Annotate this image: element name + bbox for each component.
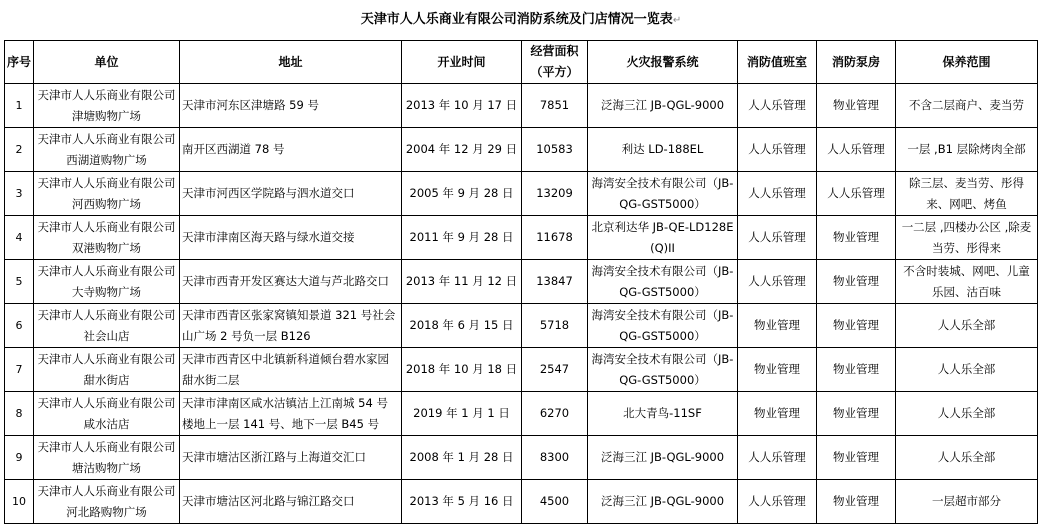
header-unit: 单位: [34, 41, 180, 84]
cell-seq: 8: [5, 392, 34, 436]
cell-maint-scope: 一层 ,B1 层除烤肉全部: [896, 128, 1038, 172]
cell-unit: 天津市人人乐商业有限公司河西购物广场: [34, 172, 180, 216]
cell-area: 7851: [522, 84, 588, 128]
cell-maint-scope: 人人乐全部: [896, 392, 1038, 436]
cell-duty-room: 人人乐管理: [738, 260, 817, 304]
table-row: [5, 128, 1038, 172]
header-pump-room: 消防泵房: [817, 41, 896, 84]
cell-duty-room: 人人乐管理: [738, 436, 817, 480]
cell-duty-room: 人人乐管理: [738, 480, 817, 524]
cell-alarm: 海湾安全技术有限公司（JB-QG-GST5000）: [588, 304, 738, 348]
header-seq: 序号: [5, 41, 34, 84]
cell-area: 13847: [522, 260, 588, 304]
cell-address: 天津市河东区津塘路 59 号: [180, 84, 402, 128]
table-row: [5, 392, 1038, 436]
cell-address: 天津市塘沽区浙江路与上海道交汇口: [180, 436, 402, 480]
header-alarm: 火灾报警系统: [588, 41, 738, 84]
cell-seq: 4: [5, 216, 34, 260]
header-row: [5, 41, 1038, 84]
cell-pump-room: 人人乐管理: [817, 172, 896, 216]
cell-maint-scope: 除三层、麦当劳、彤得来、网吧、烤鱼: [896, 172, 1038, 216]
cell-seq: 7: [5, 348, 34, 392]
cell-pump-room: 人人乐管理: [817, 128, 896, 172]
cell-maint-scope: 一层超市部分: [896, 480, 1038, 524]
cell-seq: 1: [5, 84, 34, 128]
cell-pump-room: 物业管理: [817, 392, 896, 436]
cell-open-date: 2005 年 9 月 28 日: [402, 172, 522, 216]
cell-maint-scope: 不含二层商户、麦当劳: [896, 84, 1038, 128]
header-address: 地址: [180, 41, 402, 84]
cell-alarm: 泛海三江 JB-QGL-9000: [588, 436, 738, 480]
cell-address: 天津市西青开发区赛达大道与芦北路交口: [180, 260, 402, 304]
cell-unit: 天津市人人乐商业有限公司西湖道购物广场: [34, 128, 180, 172]
paragraph-mark-icon: ↵: [672, 15, 682, 26]
cell-area: 13209: [522, 172, 588, 216]
cell-area: 10583: [522, 128, 588, 172]
cell-duty-room: 人人乐管理: [738, 128, 817, 172]
cell-unit: 天津市人人乐商业有限公司咸水沽店: [34, 392, 180, 436]
cell-alarm: 北京利达华 JB-QE-LD128E(Q)II: [588, 216, 738, 260]
cell-area: 4500: [522, 480, 588, 524]
table-row: [5, 480, 1038, 524]
cell-open-date: 2011 年 9 月 28 日: [402, 216, 522, 260]
cell-seq: 6: [5, 304, 34, 348]
cell-pump-room: 物业管理: [817, 260, 896, 304]
cell-duty-room: 物业管理: [738, 348, 817, 392]
cell-maint-scope: 人人乐全部: [896, 436, 1038, 480]
cell-address: 天津市西青区中北镇新科道倾台碧水家园甜水街二层: [180, 348, 402, 392]
cell-open-date: 2004 年 12 月 29 日: [402, 128, 522, 172]
cell-open-date: 2013 年 11 月 12 日: [402, 260, 522, 304]
table-row: [5, 84, 1038, 128]
cell-maint-scope: 人人乐全部: [896, 348, 1038, 392]
cell-seq: 9: [5, 436, 34, 480]
cell-seq: 3: [5, 172, 34, 216]
cell-seq: 5: [5, 260, 34, 304]
cell-area: 8300: [522, 436, 588, 480]
table-body: [5, 84, 1038, 524]
cell-open-date: 2008 年 1 月 28 日: [402, 436, 522, 480]
cell-maint-scope: 人人乐全部: [896, 304, 1038, 348]
cell-pump-room: 物业管理: [817, 304, 896, 348]
cell-unit: 天津市人人乐商业有限公司社会山店: [34, 304, 180, 348]
cell-unit: 天津市人人乐商业有限公司津塘购物广场: [34, 84, 180, 128]
cell-maint-scope: 一二层 ,四楼办公区 ,除麦当劳、彤得来: [896, 216, 1038, 260]
cell-address: 天津市塘沽区河北路与锦江路交口: [180, 480, 402, 524]
table-row: [5, 304, 1038, 348]
cell-pump-room: 物业管理: [817, 84, 896, 128]
cell-alarm: 海湾安全技术有限公司（JB-QG-GST5000）: [588, 260, 738, 304]
cell-alarm: 海湾安全技术有限公司（JB-QG-GST5000）: [588, 348, 738, 392]
cell-alarm: 泛海三江 JB-QGL-9000: [588, 480, 738, 524]
table-row: [5, 436, 1038, 480]
cell-alarm: 海湾安全技术有限公司（JB-QG-GST5000）: [588, 172, 738, 216]
header-duty-room: 消防值班室: [738, 41, 817, 84]
cell-unit: 天津市人人乐商业有限公司大寺购物广场: [34, 260, 180, 304]
cell-seq: 10: [5, 480, 34, 524]
table-row: [5, 172, 1038, 216]
header-area: 经营面积（平方）: [522, 41, 588, 84]
cell-open-date: 2013 年 5 月 16 日: [402, 480, 522, 524]
header-maint-scope: 保养范围: [896, 41, 1038, 84]
cell-area: 5718: [522, 304, 588, 348]
table-row: [5, 260, 1038, 304]
cell-area: 6270: [522, 392, 588, 436]
cell-unit: 天津市人人乐商业有限公司河北路购物广场: [34, 480, 180, 524]
cell-open-date: 2019 年 1 月 1 日: [402, 392, 522, 436]
cell-address: 天津市津南区咸水沽镇沽上江南城 54 号楼地上一层 141 号、地下一层 B45 号: [180, 392, 402, 436]
cell-open-date: 2018 年 6 月 15 日: [402, 304, 522, 348]
cell-alarm: 北大青鸟-11SF: [588, 392, 738, 436]
cell-duty-room: 物业管理: [738, 304, 817, 348]
cell-alarm: 利达 LD-188EL: [588, 128, 738, 172]
cell-address: 天津市河西区学院路与泗水道交口: [180, 172, 402, 216]
store-fire-system-table: [4, 40, 1038, 524]
table-title: [0, 0, 1042, 40]
cell-duty-room: 人人乐管理: [738, 172, 817, 216]
cell-area: 11678: [522, 216, 588, 260]
cell-address: 天津市津南区海天路与绿水道交接: [180, 216, 402, 260]
cell-address: 南开区西湖道 78 号: [180, 128, 402, 172]
cell-unit: 天津市人人乐商业有限公司甜水街店: [34, 348, 180, 392]
cell-duty-room: 人人乐管理: [738, 216, 817, 260]
cell-open-date: 2018 年 10 月 18 日: [402, 348, 522, 392]
cell-pump-room: 物业管理: [817, 216, 896, 260]
cell-unit: 天津市人人乐商业有限公司塘沽购物广场: [34, 436, 180, 480]
cell-duty-room: 物业管理: [738, 392, 817, 436]
header-open-date: 开业时间: [402, 41, 522, 84]
cell-maint-scope: 不含时装城、网吧、儿童乐园、沽百味: [896, 260, 1038, 304]
cell-area: 2547: [522, 348, 588, 392]
cell-seq: 2: [5, 128, 34, 172]
cell-pump-room: 物业管理: [817, 436, 896, 480]
cell-open-date: 2013 年 10 月 17 日: [402, 84, 522, 128]
table-row: [5, 216, 1038, 260]
cell-duty-room: 人人乐管理: [738, 84, 817, 128]
table-row: [5, 348, 1038, 392]
cell-address: 天津市西青区张家窝镇知景道 321 号社会山广场 2 号负一层 B126: [180, 304, 402, 348]
cell-pump-room: 物业管理: [817, 348, 896, 392]
cell-pump-room: 物业管理: [817, 480, 896, 524]
table-title-text: 天津市人人乐商业有限公司消防系统及门店情况一览表: [360, 12, 673, 27]
cell-unit: 天津市人人乐商业有限公司双港购物广场: [34, 216, 180, 260]
cell-alarm: 泛海三江 JB-QGL-9000: [588, 84, 738, 128]
